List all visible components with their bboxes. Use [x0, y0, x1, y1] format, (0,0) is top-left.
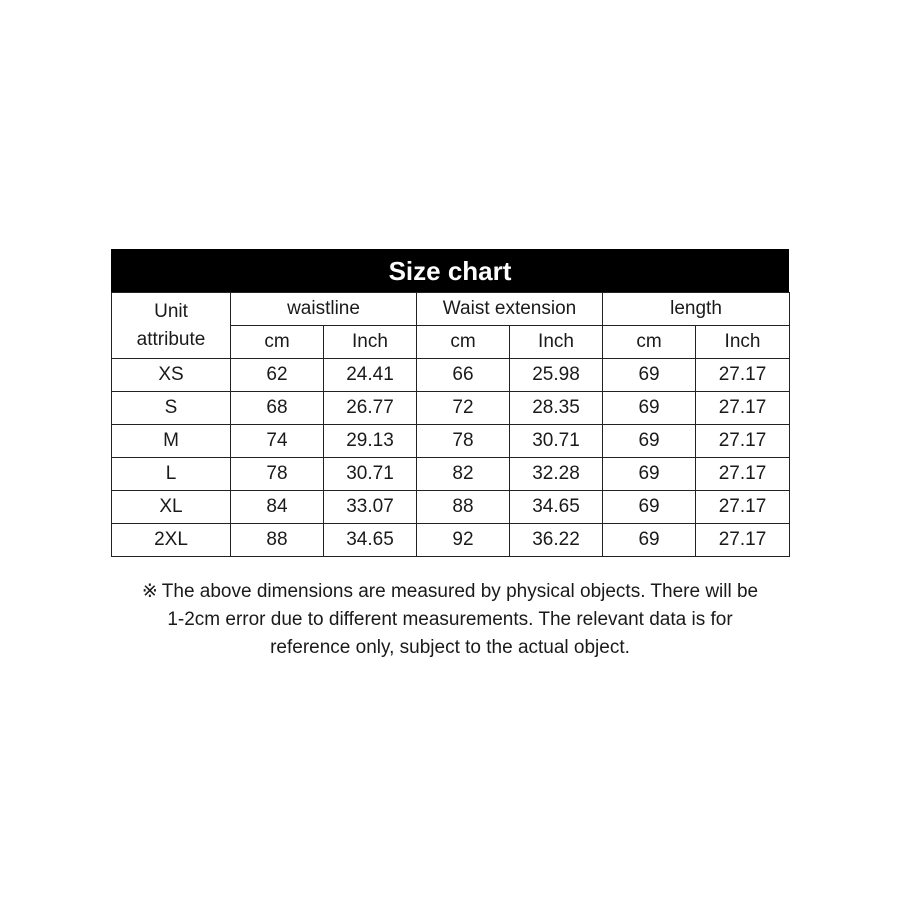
table-cell: 27.17 [696, 392, 790, 425]
table-cell: 69 [603, 359, 696, 392]
table-row [112, 425, 790, 458]
group-header-length: length [603, 293, 790, 326]
table-row [112, 524, 790, 557]
table-cell: 27.17 [696, 491, 790, 524]
table-cell: 33.07 [324, 491, 417, 524]
unit-attribute-header [112, 293, 231, 359]
size-label: L [112, 458, 231, 491]
table-cell: 36.22 [510, 524, 603, 557]
table-cell: 30.71 [510, 425, 603, 458]
table-cell: 84 [231, 491, 324, 524]
table-cell: 27.17 [696, 425, 790, 458]
table-cell: 32.28 [510, 458, 603, 491]
table-cell: 62 [231, 359, 324, 392]
table-row [112, 359, 790, 392]
unit-header-line-2: attribute [136, 328, 206, 350]
table-cell: 78 [417, 425, 510, 458]
size-label: M [112, 425, 231, 458]
table-cell: 66 [417, 359, 510, 392]
unit-subheader: cm [231, 326, 324, 359]
table-cell: 69 [603, 524, 696, 557]
note-text: The above dimensions are measured by physical objects. There will be [161, 581, 759, 602]
table-cell: 69 [603, 425, 696, 458]
table-cell: 92 [417, 524, 510, 557]
size-chart [111, 249, 789, 557]
table-cell: 27.17 [696, 524, 790, 557]
table-cell: 25.98 [510, 359, 603, 392]
size-label: XL [112, 491, 231, 524]
table-cell: 68 [231, 392, 324, 425]
table-cell: 69 [603, 392, 696, 425]
table-cell: 30.71 [324, 458, 417, 491]
table-cell: 69 [603, 491, 696, 524]
table-cell: 28.35 [510, 392, 603, 425]
table-cell: 88 [231, 524, 324, 557]
size-label: XS [112, 359, 231, 392]
table-cell: 24.41 [324, 359, 417, 392]
table-cell: 29.13 [324, 425, 417, 458]
table-cell: 74 [231, 425, 324, 458]
group-header-waistline: waistline [231, 293, 417, 326]
size-label: 2XL [112, 524, 231, 557]
unit-header-line-1: Unit [154, 300, 188, 322]
unit-subheader: Inch [324, 326, 417, 359]
table-cell: 26.77 [324, 392, 417, 425]
note-line-2: 1-2cm error due to different measurements. The relevant data is for [167, 609, 733, 630]
unit-subheader: cm [417, 326, 510, 359]
note-line-3: reference only, subject to the actual object. [270, 637, 630, 658]
table-row [112, 458, 790, 491]
size-label: S [112, 392, 231, 425]
table-cell: 82 [417, 458, 510, 491]
table-cell: 88 [417, 491, 510, 524]
unit-subheader: cm [603, 326, 696, 359]
table-row [112, 491, 790, 524]
table-row [112, 392, 790, 425]
table-cell: 78 [231, 458, 324, 491]
unit-subheader: Inch [510, 326, 603, 359]
unit-subheader: Inch [696, 326, 790, 359]
table-cell: 34.65 [324, 524, 417, 557]
table-cell: 69 [603, 458, 696, 491]
chart-title: Size chart [111, 249, 789, 292]
table-cell: 27.17 [696, 458, 790, 491]
note-line-1 [100, 578, 800, 606]
reference-mark-icon: ※ [141, 581, 158, 602]
header-row-groups [112, 293, 790, 326]
table-cell: 34.65 [510, 491, 603, 524]
table-cell: 27.17 [696, 359, 790, 392]
measurement-note [100, 578, 800, 662]
table-cell: 72 [417, 392, 510, 425]
group-header-waist-extension: Waist extension [417, 293, 603, 326]
size-table [111, 292, 790, 557]
